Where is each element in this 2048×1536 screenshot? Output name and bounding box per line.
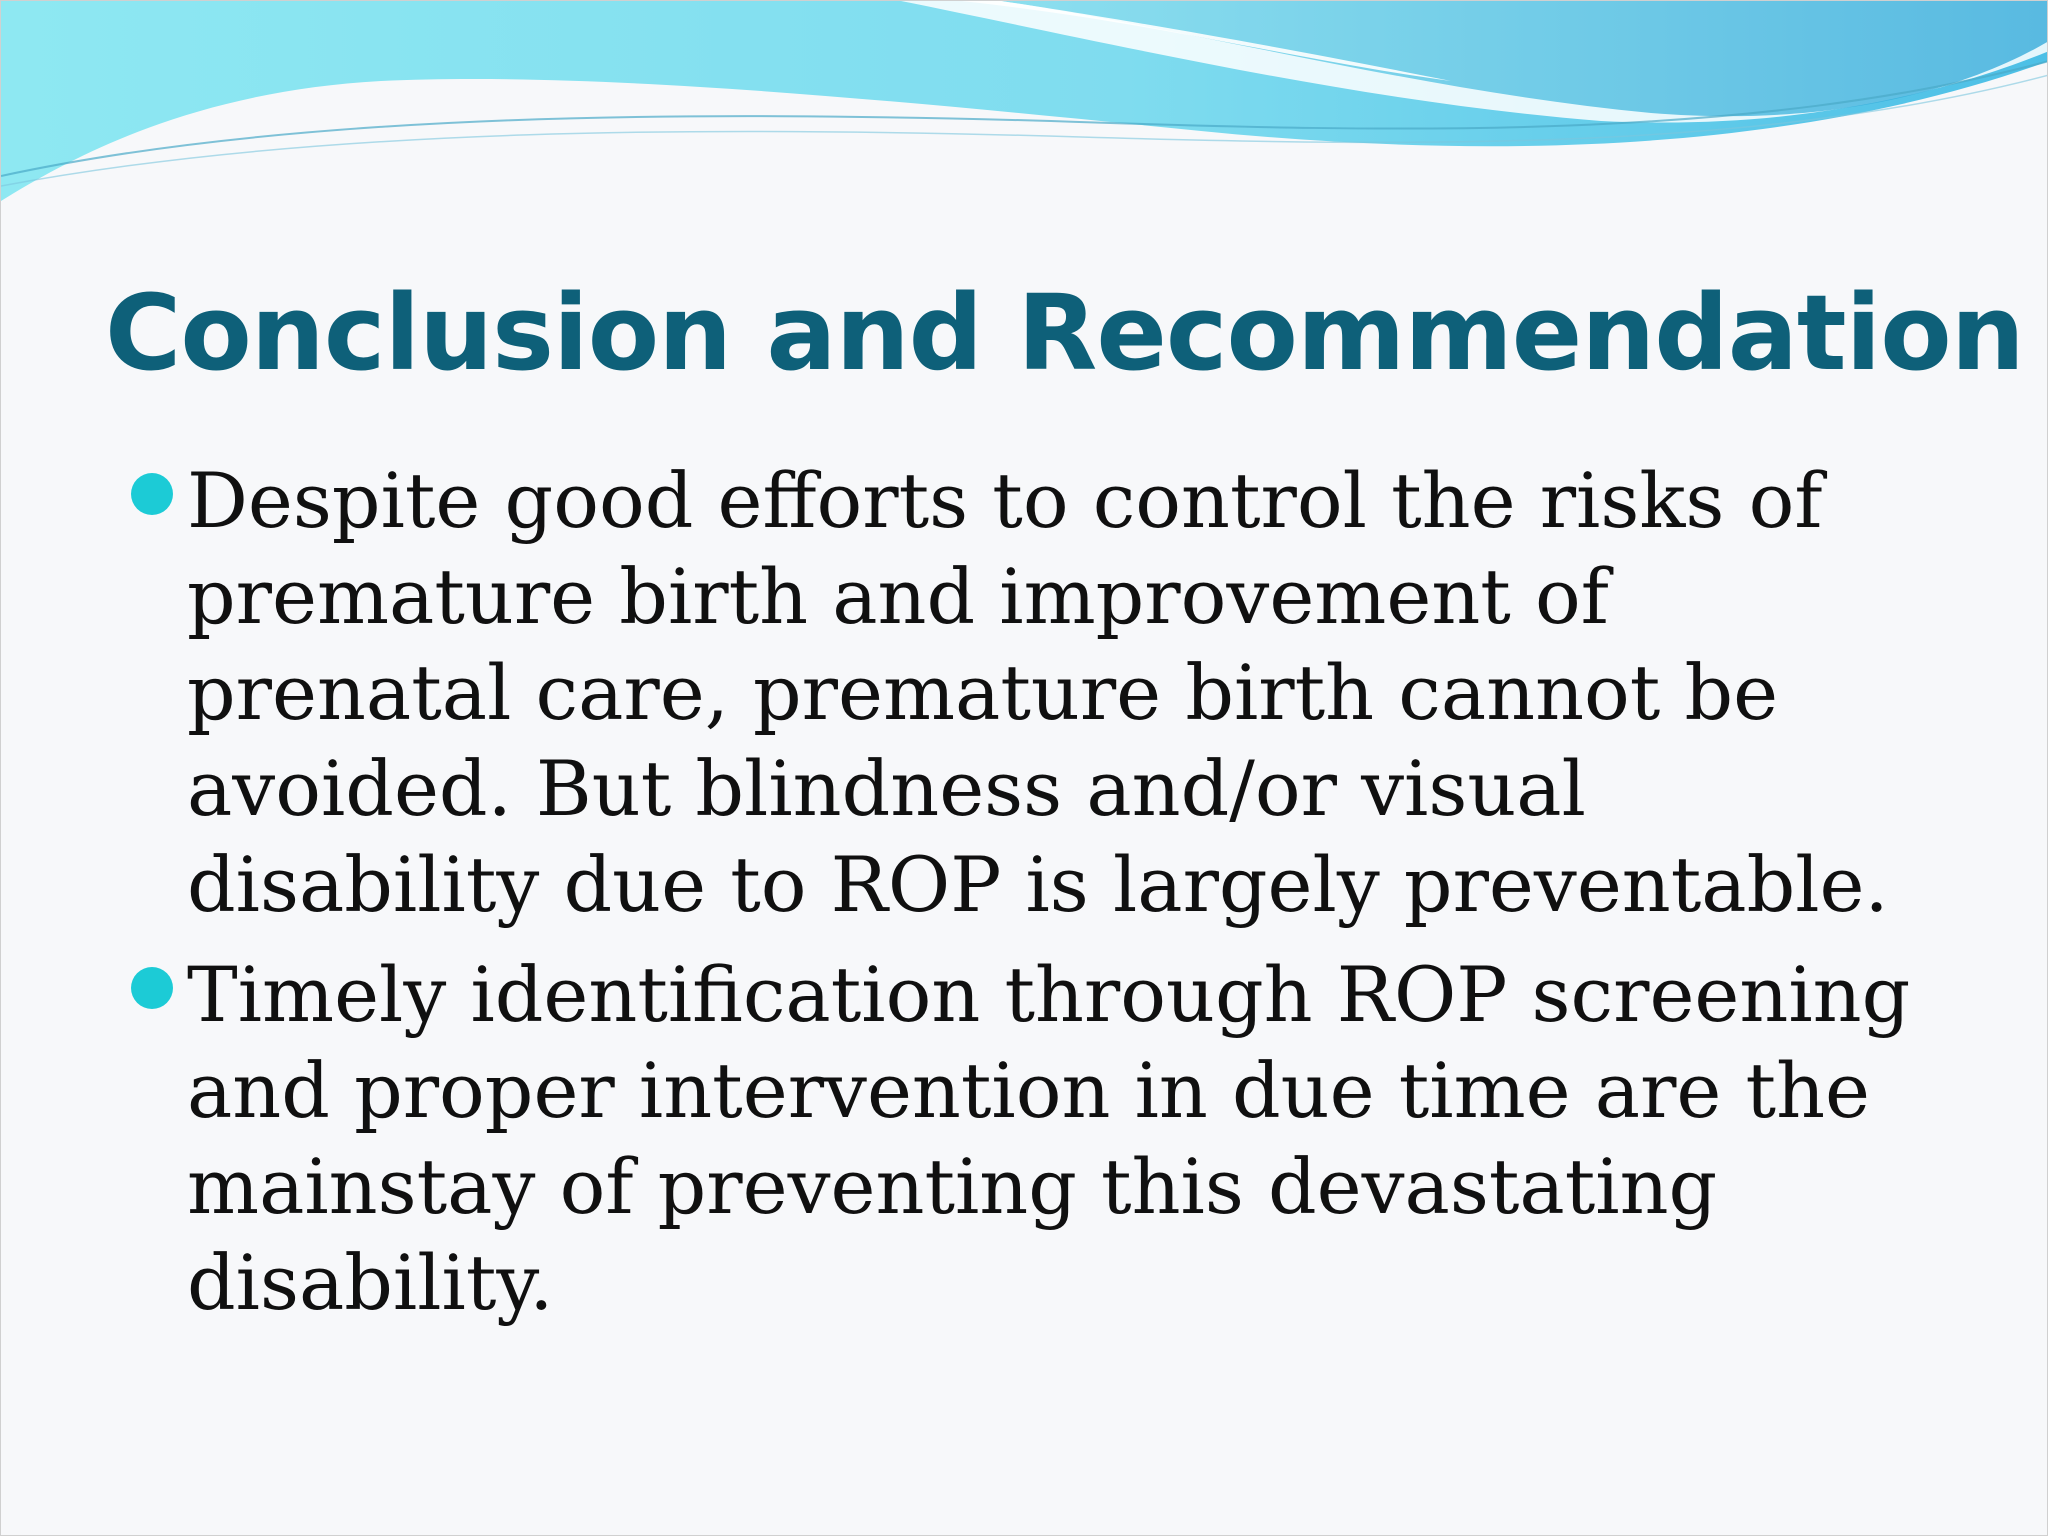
bullet-list xyxy=(131,453,1931,1345)
bullet-item xyxy=(131,453,1931,933)
bullet-item xyxy=(131,947,1931,1331)
bullet-text: Despite good efforts to control the risks of premature birth and improvement of prenatal care, premature birth cannot be avoided. But blindness and/or visual disability due to ROP is largely preventable. xyxy=(187,456,1889,929)
bullet-dot-icon xyxy=(131,967,173,1009)
slide-title: Conclusion and Recommendation xyxy=(105,272,2024,394)
bullet-dot-icon xyxy=(131,473,173,515)
bullet-text: Timely identification through ROP screening and proper intervention in due time are the mainstay of preventing this devastating disability. xyxy=(187,950,1911,1327)
header-wave-decoration xyxy=(1,1,2048,241)
